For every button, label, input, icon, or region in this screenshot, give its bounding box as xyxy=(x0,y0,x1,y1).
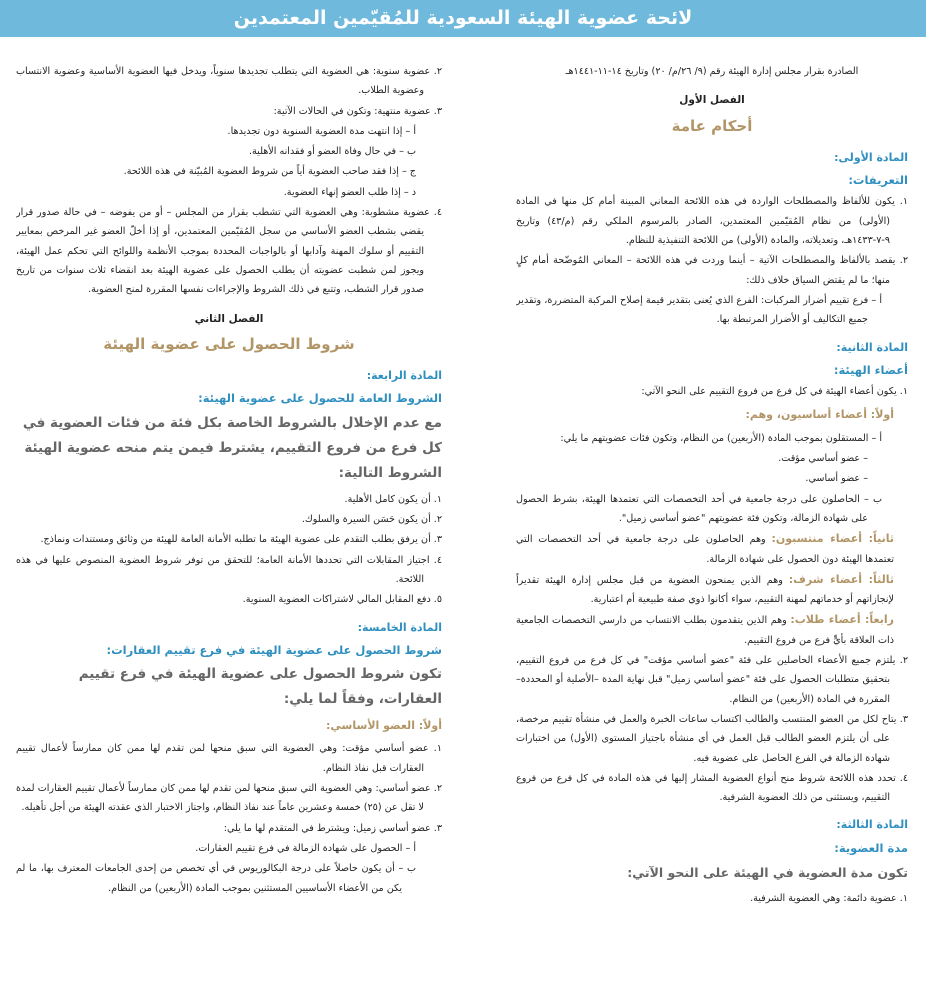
article-1-item-2a: أ – فرع تقييم أضرار المركبات: الفرع الذي يُعنى بتقدير قيمة إصلاح المركبة المتضررة، وتقدير جميع التكاليف أو الأضرار المرتبطة بها. xyxy=(516,294,882,326)
article-1-subheading: التعريفات: xyxy=(848,173,908,188)
article-3-item-3d: د – إذا طلب العضو إنهاء العضوية. xyxy=(283,186,416,198)
article-4-item-2: ٢. أن يكون حَسَن السيرة والسلوك. xyxy=(301,514,442,526)
article-2-item-a: أ – المستقلون بموجب المادة (الأربعين) من النظام، وتكون فئات عضويتهم ما يلي: xyxy=(560,432,882,444)
article-2-item-a1: – عضو أساسي مؤقت. xyxy=(778,453,868,465)
article-2-item-3: ٣. يتاح لكل من العضو المنتسب والطالب اكتساب ساعات الخبرة والعمل في منشأة تقييم مرخصة، على أن يلتزم العضو الطالب قبل العمل في أي منشأة باجتياز المستوى (الأول) من اختبارات شهادة الزمالة في الفرع الحاصل على عضوية فيه. xyxy=(516,713,908,764)
article-2-item-a2: – عضو أساسي. xyxy=(805,473,868,485)
article-4-item-5: ٥. دفع المقابل المالي لاشتراكات العضوية السنوية. xyxy=(242,594,442,606)
intro-line: الصادرة بقرار مجلس إدارة الهيئة رقم (٩/ ٢٦/م/ ٢٠) وتاريخ ١٤-١١-١٤٤١هـ xyxy=(565,66,859,77)
chapter-2-title: شروط الحصول على عضوية الهيئة xyxy=(103,334,355,353)
article-2-heading: المادة الثانية: xyxy=(836,340,908,354)
article-4-heading: المادة الرابعة: xyxy=(366,369,442,383)
article-4-item-1: ١. أن يكون كامل الأهلية. xyxy=(344,493,442,505)
article-2-second xyxy=(516,529,908,569)
article-3-item-3a: أ – إذا انتهت مدة العضوية السنوية دون تجديدها. xyxy=(227,125,416,137)
article-4-subheading: الشروط العامة للحصول على عضوية الهيئة: xyxy=(198,391,442,406)
article-5-item-2: ٢. عضو أساسي: وهي العضوية التي سبق منحها لمن تقدم لها ممن كان ممارساً لأعمال تقييم العقارات لمدة لا تقل عن (٢٥) خمسة وعشرين عاماً عند نفاذ النظام، واجتاز الاختبار الذي عقدته الهيئة من أجل تأهيله. xyxy=(16,783,442,814)
article-1-heading: المادة الأولى: xyxy=(834,150,908,164)
chapter-1-title: أحكام عامة xyxy=(671,116,753,135)
article-3-item-4: ٤. عضوية مشطوبة: وهي العضوية التي تشطب بقرار من المجلس – أو من يفوضه – في حالة صدور قرار يقضي بشطب العضو الأساسي من سجل المُقيّمين المعتمدين، أو إذا أخلّ العضو غير المرخص بمعايير التقييم أو سلوك المهنة وآدابها أو بالواجبات المحددة بموجب الأنظمة واللوائح التي تحكم عمل الهيئة، ويجوز لمن شطبت عضويته أن يطلب الحصول على عضوية الهيئة بعد انقضاء ثلاث سنوات من تاريخ صدور قرار الشطب، وتتبع في ذلك الشروط والإجراءات نفسها المقررة لمنح العضوية. xyxy=(16,207,442,296)
article-2-fourth xyxy=(516,610,908,650)
article-5-lead: تكون شروط الحصول على عضوية الهيئة في فرع تقييم العقارات، وفقاً لما يلي: xyxy=(78,666,442,708)
chapter-2-label: الفصل الثاني xyxy=(194,312,264,325)
article-2-item-1: ١. يكون أعضاء الهيئة في كل فرع من فروع التقييم على النحو الآتي: xyxy=(641,386,908,398)
article-2-item-4: ٤. تحدد هذه اللائحة شروط منح أنواع العضوية المشار إليها في هذه المادة في كل فرع من فروع التقييم، ويستثنى من ذلك العضوية الشرفية. xyxy=(516,772,908,804)
article-2-fourth-text: وهم الذين يتقدمون بطلب الانتساب من دارسي التخصصات الجامعية ذات العلاقة بأيٍّ فرع من فروع التقييم. xyxy=(516,615,894,646)
article-2-item-b: ب – الحاصلون على درجة جامعية في أحد التخصصات التي تعتمدها الهيئة، بشرط الحصول على شهادة الزمالة، وتكون فئة عضويتهم "عضو أساسي زميل". xyxy=(516,493,882,524)
article-2-third xyxy=(516,570,908,610)
article-1-item-2: ٢. يقصد بالألفاظ والمصطلحات الآتية – أينما وردت في هذه اللائحة – المعاني المُوضّحة أمام كلٍ منها؛ ما لم يقتض السياق خلاف ذلك: xyxy=(516,255,908,286)
article-5-first-label: أولاً: العضو الأساسي: xyxy=(326,719,442,733)
article-3-heading: المادة الثالثة: xyxy=(836,818,908,832)
left-column xyxy=(16,62,442,997)
article-4-lead: مع عدم الإخلال بالشروط الخاصة بكل فئة من فئات العضوية في كل فرع من فروع التقييم، يشترط فيمن يتم منحه عضوية الهيئة الشروط التالية: xyxy=(22,414,442,481)
article-4-item-4: ٤. اجتياز المقابلات التي تحددها الأمانة العامة؛ للتحقق من توفر شروط العضوية المنصوص عليها في هذه اللائحة. xyxy=(16,554,442,585)
article-3-lead: تكون مدة العضوية في الهيئة على النحو الآتي: xyxy=(627,864,908,880)
article-2-third-text: وهم الذين يمنحون العضوية من قبل مجلس إدارة الهيئة تقديراً لإنجازاتهم أو خدماتهم لمهنة التقييم، سواء أكانوا ذوي صفة طبيعية أم اعتبارية. xyxy=(516,574,894,606)
chapter-1-label: الفصل الأول xyxy=(679,94,745,107)
document-banner xyxy=(0,0,926,37)
article-5-item-1: ١. عضو أساسي مؤقت: وهي العضوية التي سبق منحها لمن تقدم لها ممن كان ممارساً لأعمال تقييم العقارات قبل نفاذ النظام. xyxy=(16,743,442,774)
article-5-item-3b: ب – أن يكون حاصلاً على درجة البكالوريوس في أي تخصص من إحدى الجامعات المعترف بها، ما لم يكن من الأعضاء الأساسيين المستثنين بموجب المادة (الأربعين) من النظام. xyxy=(16,863,416,894)
article-2-first-label: أولاً: أعضاء أساسيون، وهم: xyxy=(745,408,894,422)
article-3-item-1: ١. عضوية دائمة: وهي العضوية الشرفية. xyxy=(750,892,908,904)
article-1-item-1: ١. يكون للألفاظ والمصطلحات الواردة في هذه اللائحة المعاني المبينة أمام كل منها في المادة (الأولى) من نظام المُقيّمين المعتمدين، الصادر بالمرسوم الملكي رقم (م/٤٣) وتاريخ ٩-٧-١٤٣٣هـ، وتعديلاته، والمادة (الأولى) من اللائحة التنفيذية للنظام. xyxy=(516,196,908,247)
article-5-subheading: شروط الحصول على عضوية الهيئة في فرع تقييم العقارات: xyxy=(106,642,442,657)
article-4-item-3: ٣. أن يرفق بطلب التقدم على عضوية الهيئة ما تطلبه الأمانة العامة للهيئة من وثائق ومستندات ونماذج. xyxy=(40,534,442,546)
article-3-item-2: ٢. عضوية سنوية: هي العضوية التي يتطلب تجديدها سنوياً، ويدخل فيها العضوية الأساسية وعضوية الانتساب وعضوية الطلاب. xyxy=(16,66,442,97)
article-3-item-3c: ج – إذا فقد صاحب العضوية أياً من شروط العضوية المُبيّنة في هذه اللائحة. xyxy=(123,166,416,178)
document-title: لائحة عضوية الهيئة السعودية للمُقيّمين المعتمدين xyxy=(233,7,693,29)
article-3-item-3b: ب – في حال وفاة العضو أو فقدانه الأهلية. xyxy=(248,146,416,158)
article-5-item-3: ٣. عضو أساسي زميل: ويشترط في المتقدم لها ما يلي: xyxy=(223,822,442,834)
article-2-third-label: ثالثاً: أعضاء شرف: xyxy=(788,572,894,586)
right-column xyxy=(516,62,908,997)
article-2-second-label: ثانياً: أعضاء منتسبون: xyxy=(771,532,894,546)
article-5-heading: المادة الخامسة: xyxy=(357,620,442,634)
article-2-subheading: أعضاء الهيئة: xyxy=(833,362,908,377)
article-2-fourth-label: رابعاً: أعضاء طلاب: xyxy=(790,613,894,627)
article-3-subheading: مدة العضوية: xyxy=(834,840,908,855)
article-2-second-text: وهم الحاصلون على درجة جامعية في أحد التخصصات التي تعتمدها الهيئة دون الحصول على شهادة الزمالة. xyxy=(516,534,894,565)
article-3-item-3: ٣. عضوية منتهية: وتكون في الحالات الآتية: xyxy=(273,105,442,117)
article-5-item-3a: أ – الحصول على شهادة الزمالة في فرع تقييم العقارات. xyxy=(195,842,416,854)
article-2-item-2: ٢. يلتزم جميع الأعضاء الحاصلين على فئة "عضو أساسي مؤقت" في كل فرع من فروع التقييم، بتحقيق متطلبات الحصول على فئة "عضو أساسي زميل" قبل نهاية المدة –الأصلية أو المحددة– المقررة في المادة (الأربعين) من النظام. xyxy=(516,655,908,705)
